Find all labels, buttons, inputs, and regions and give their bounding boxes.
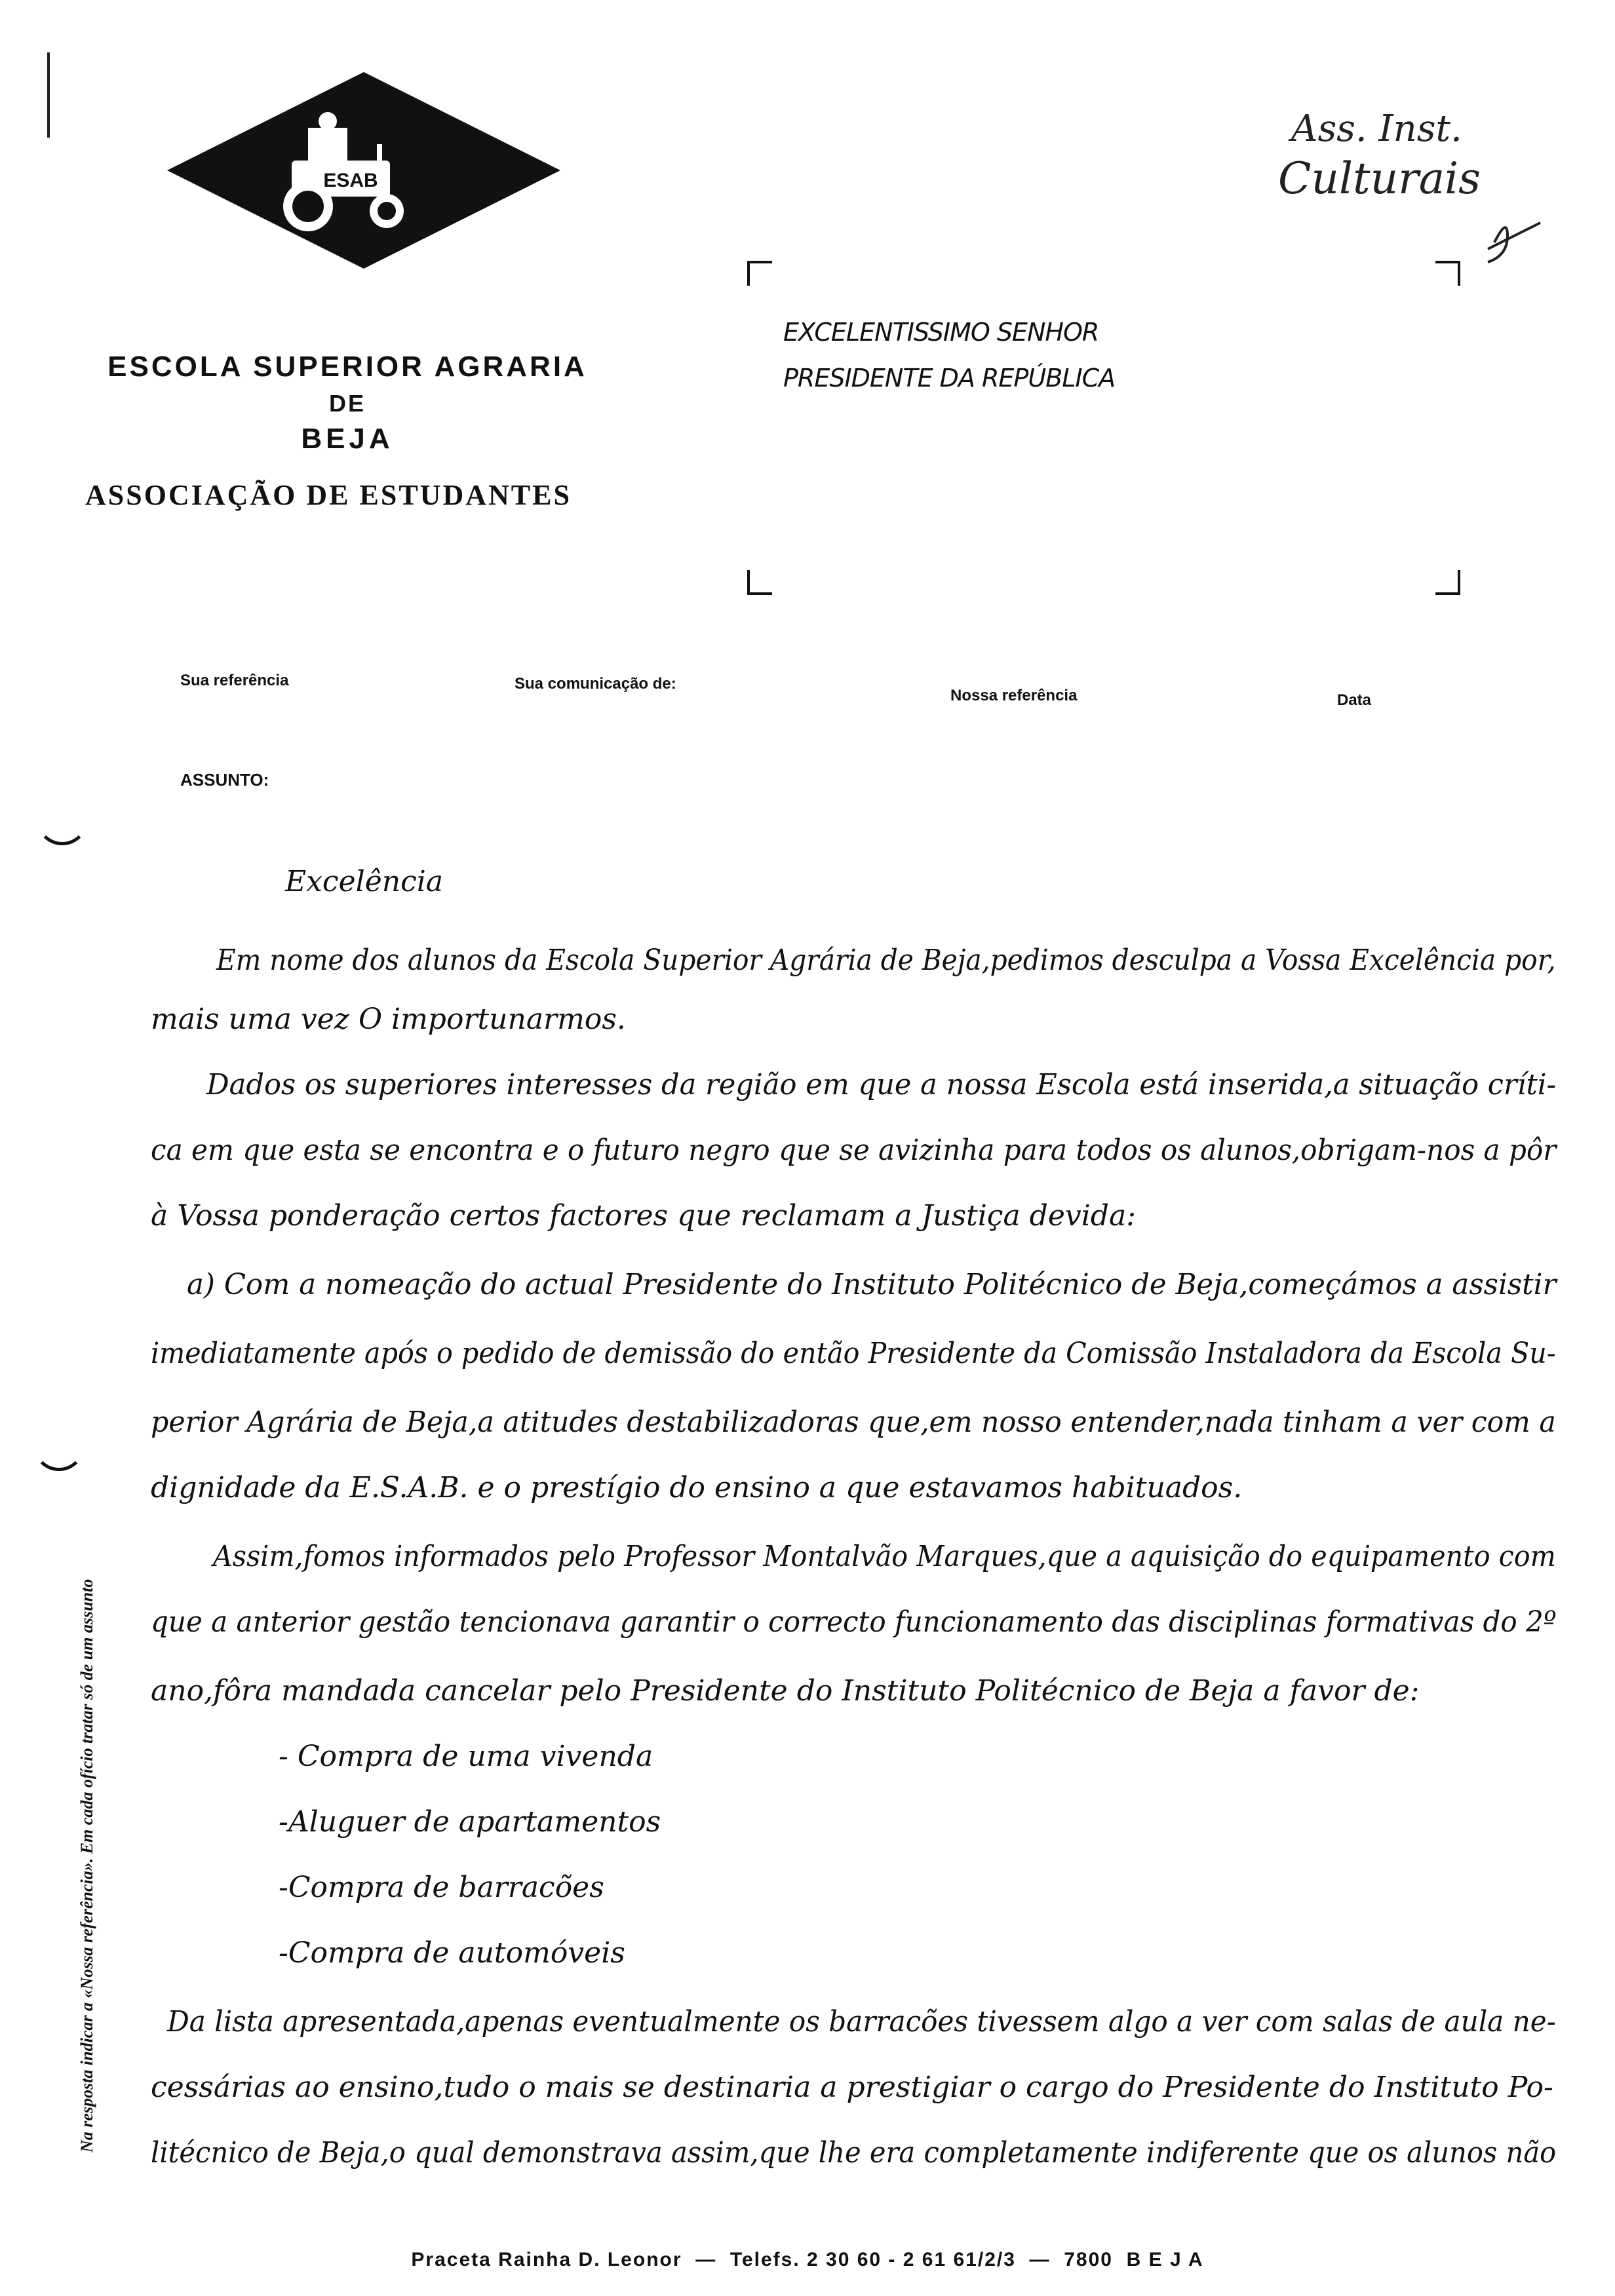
- school-name-de: DE: [328, 390, 366, 417]
- body-line: ca em que esta se encontra e o futuro negro que se avizinha para todos os alunos,obrigam-nos a pôr: [151, 1134, 1557, 1167]
- handwritten-line-1: Ass. Inst.: [1291, 107, 1462, 150]
- association-name: ASSOCIAÇÃO DE ESTUDANTES: [85, 479, 572, 511]
- handwritten-line-2: Culturais: [1278, 153, 1481, 204]
- side-note: Na resposta indicar a «Nossa referência». Em cada ofício tratar só de um assunto: [77, 1578, 96, 2152]
- body-line: dignidade da E.S.A.B. e o prestígio do ensino a que estavamos habituados.: [151, 1471, 1243, 1504]
- body-line: ano,fôra mandada cancelar pelo Presidente do Instituto Politécnico de Beja a favor de:: [151, 1674, 1420, 1708]
- body-line: mais uma vez O importunarmos.: [151, 1003, 626, 1036]
- list-item: - Compra de uma vivenda: [279, 1740, 653, 1773]
- recipient-line-2: PRESIDENTE DA REPÚBLICA: [783, 364, 1116, 392]
- body-line: litécnico de Beja,o qual demonstrava assim,que lhe era completamente indiferente que os alunos não: [151, 2136, 1557, 2170]
- body-line: à Vossa ponderação certos factores que reclamam a Justiça devida:: [151, 1199, 1137, 1233]
- body-line: imediatamente após o pedido de demissão do então Presidente da Comissão Instaladora da Escola Su-: [151, 1337, 1556, 1370]
- school-name: ESCOLA SUPERIOR AGRARIA: [107, 351, 587, 383]
- body-line: cessárias ao ensino,tudo o mais se destinaria a prestigiar o cargo do Presidente do Instituto Po-: [151, 2071, 1553, 2104]
- field-assunto: ASSUNTO:: [180, 770, 269, 790]
- logo-text: ESAB: [323, 170, 378, 191]
- footer-address: Praceta Rainha D. Leonor — Telefs. 2 30 60 - 2 61 61/2/3 — 7800 B E J A: [411, 2249, 1204, 2270]
- binder-hole-mark: [36, 813, 88, 845]
- body-line: Da lista apresentada,apenas eventualmente os barracões tivessem algo a ver com salas de aula ne-: [167, 2005, 1556, 2038]
- field-nossa-referencia: Nossa referência: [950, 687, 1078, 704]
- address-window-corner: [1435, 261, 1460, 286]
- list-item: -Compra de automóveis: [279, 1936, 625, 1970]
- address-window-corner: [747, 570, 772, 595]
- salutation: Excelência: [285, 865, 444, 898]
- body-line: que a anterior gestão tencionava garantir o correcto funcionamento das disciplinas formativas do 2º: [151, 1605, 1557, 1639]
- esab-logo: [167, 72, 560, 269]
- field-data: Data: [1337, 691, 1372, 709]
- field-sua-comunicacao: Sua comunicação de:: [515, 675, 676, 693]
- list-item: -Aluguer de apartamentos: [279, 1805, 661, 1839]
- body-line: a) Com a nomeação do actual Presidente do Instituto Politécnico de Beja,começámos a assistir: [187, 1268, 1557, 1301]
- field-sua-referencia: Sua referência: [180, 672, 289, 689]
- school-city: BEJA: [301, 423, 394, 455]
- body-line: Dados os superiores interesses da região em que a nossa Escola está inserida,a situação críti-: [206, 1068, 1557, 1101]
- list-item: -Compra de barracões: [279, 1871, 604, 1904]
- margin-tick: [47, 52, 50, 138]
- handwritten-note: [1278, 88, 1560, 285]
- address-window-corner: [747, 261, 772, 286]
- body-line: Em nome dos alunos da Escola Superior Agrária de Beja,pedimos desculpa a Vossa Excelência por,: [216, 944, 1556, 977]
- address-window-corner: [1435, 570, 1460, 595]
- body-line: Assim,fomos informados pelo Professor Montalvão Marques,que a aquisição do equipamento com: [213, 1540, 1556, 1573]
- body-line: perior Agrária de Beja,a atitudes destabilizadoras que,em nosso entender,nada tinham a ver com a: [151, 1406, 1556, 1439]
- recipient-line-1: EXCELENTISSIMO SENHOR: [783, 318, 1099, 347]
